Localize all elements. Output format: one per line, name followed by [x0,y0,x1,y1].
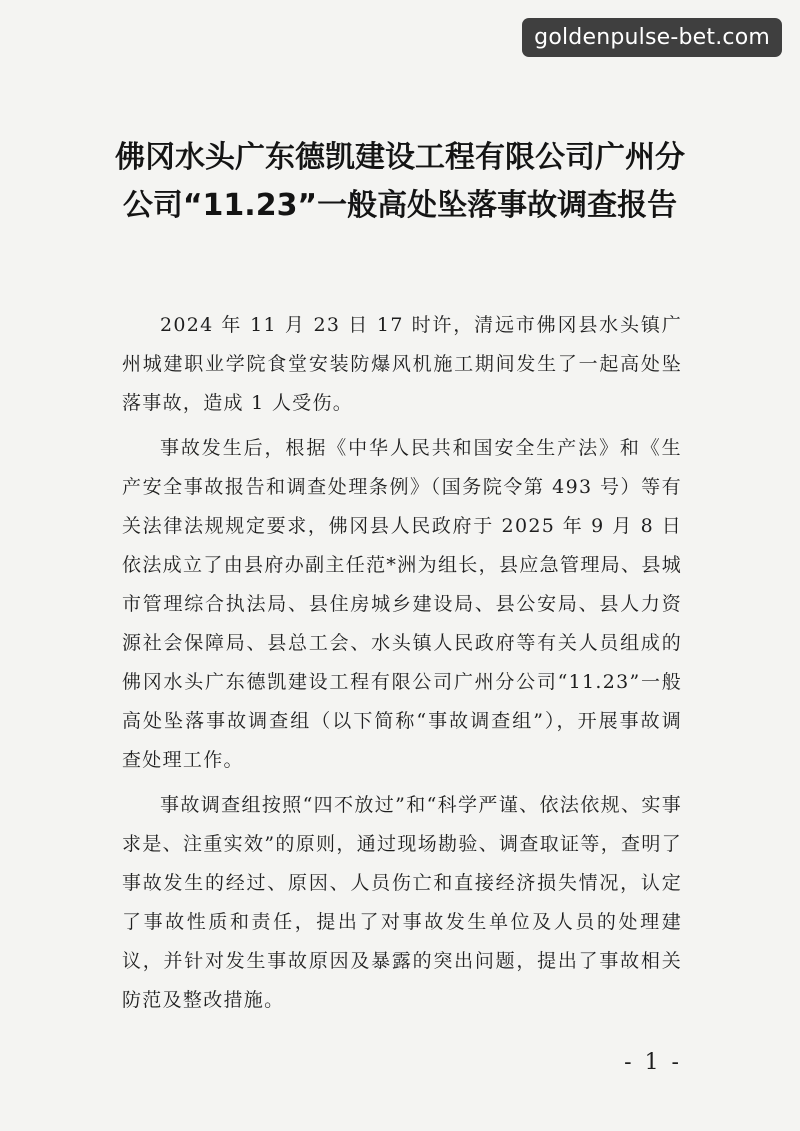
document-body [122,306,682,1026]
page-number: - 1 - [624,1050,682,1075]
watermark-badge: goldenpulse-bet.com [522,18,782,57]
paragraph-2: 事故发生后，根据《中华人民共和国安全生产法》和《生产安全事故报告和调查处理条例》（国务院令第 493 号）等有关法律法规规定要求，佛冈县人民政府于 2025 年 9 月 8 日依法成立了由县府办副主任范*洲为组长，县应急管理局、县城市管理综合执法局、县住房城乡建设局、县公安局、县人力资源社会保障局、县总工会、水头镇人民政府等有关人员组成的佛冈水头广东德凯建设工程有限公司广州分公司“11.23”一般高处坠落事故调查组（以下简称“事故调查组”），开展事故调查处理工作。 [122,437,682,771]
document-title: 佛冈水头广东德凯建设工程有限公司广州分公司“11.23”一般高处坠落事故调查报告 [115,140,685,223]
paragraph-3: 事故调查组按照“四不放过”和“科学严谨、依法依规、实事求是、注重实效”的原则，通过现场勘验、调查取证等，查明了事故发生的经过、原因、人员伤亡和直接经济损失情况，认定了事故性质和责任，提出了对事故发生单位及人员的处理建议，并针对发生事故原因及暴露的突出问题，提出了事故相关防范及整改措施。 [122,794,682,1011]
paragraph-1: 2024 年 11 月 23 日 17 时许，清远市佛冈县水头镇广州城建职业学院食堂安装防爆风机施工期间发生了一起高处坠落事故，造成 1 人受伤。 [122,314,682,414]
